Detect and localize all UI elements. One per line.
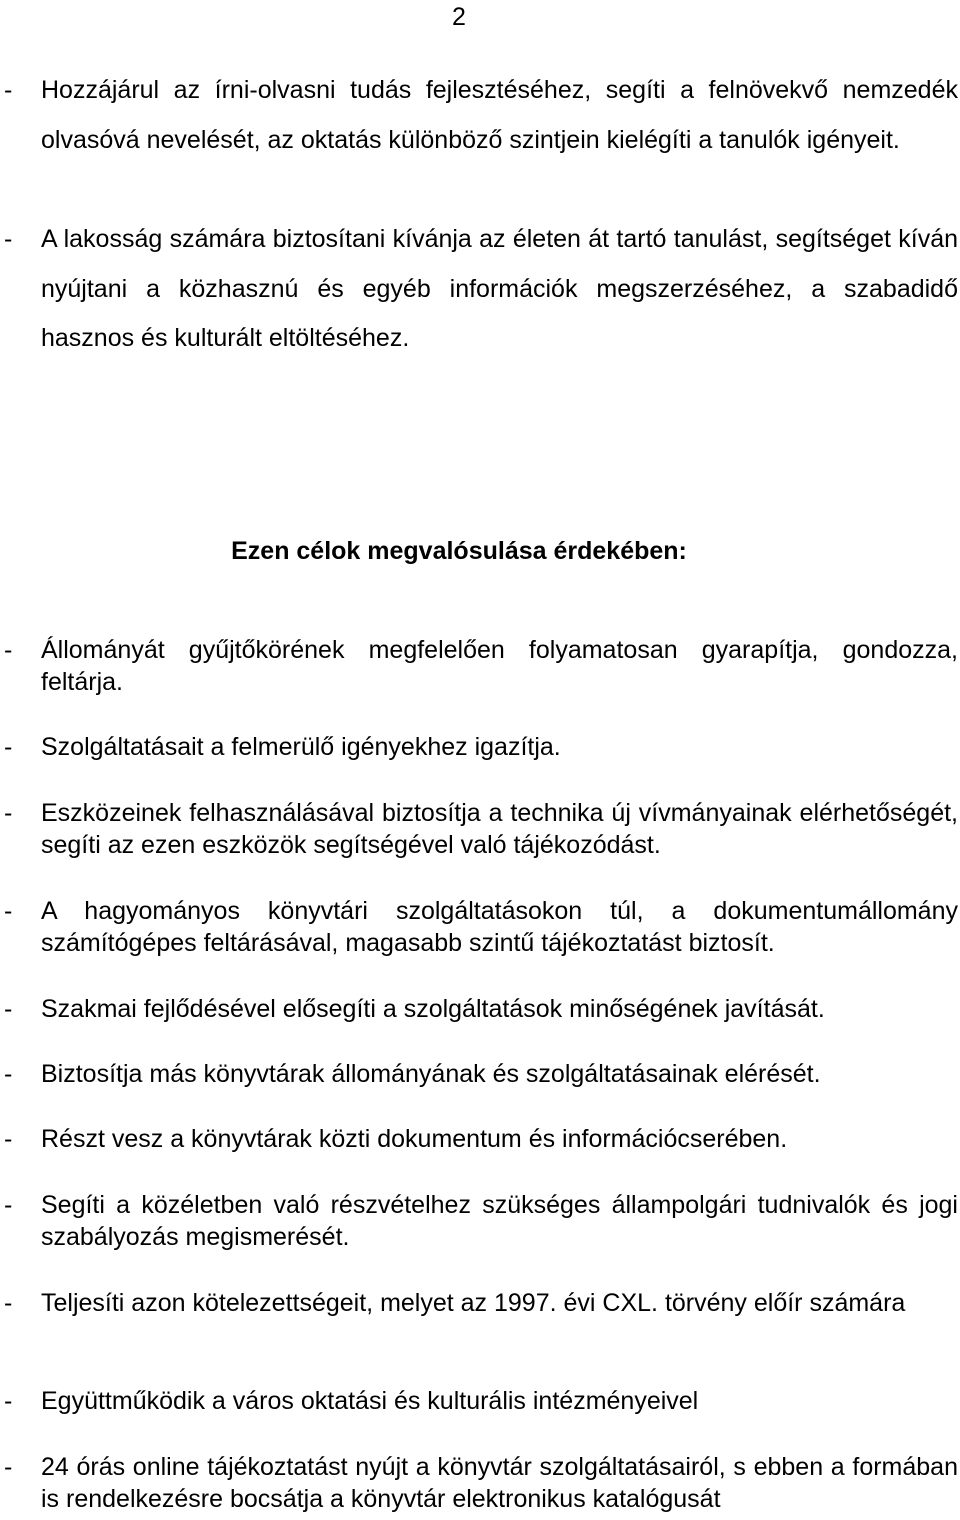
list-item	[0, 634, 958, 698]
bullet-dash: -	[4, 897, 13, 925]
bullet-dash: -	[4, 733, 13, 761]
list-item	[0, 1451, 958, 1515]
bullet-dash: -	[4, 995, 13, 1023]
list-item	[0, 1385, 958, 1417]
section-heading: Ezen célok megvalósulása érdekében:	[231, 537, 687, 565]
bullet-dash: -	[4, 1060, 13, 1088]
list-item	[0, 797, 958, 861]
bullet-dash: -	[4, 799, 13, 827]
list-item	[0, 895, 958, 959]
list-item-text: Biztosítja más könyvtárak állományának és szolgáltatásainak elérését.	[41, 1060, 821, 1088]
list-item-text: A hagyományos könyvtári szolgáltatásokon túl, a dokumentumállomány számítógépes feltárásával, magasabb szintű tájékoztatást biztosít.	[41, 897, 958, 957]
list-item	[0, 993, 958, 1025]
list-item-text: Szolgáltatásait a felmerülő igényekhez igazítja.	[41, 733, 561, 761]
list-item-text: Együttműködik a város oktatási és kulturális intézményeivel	[41, 1387, 699, 1415]
list-item-text: Szakmai fejlődésével elősegíti a szolgáltatások minőségének javítását.	[41, 995, 825, 1023]
bullet-dash: -	[4, 1453, 13, 1481]
list-item-text: Hozzájárul az írni-olvasni tudás fejlesztéséhez, segíti a felnövekvő nemzedék olvasóvá nevelését, az oktatás különböző szintjein kielégíti a tanulók igényeit.	[41, 76, 958, 154]
bullet-dash: -	[4, 76, 13, 104]
page-number: 2	[452, 3, 466, 31]
list-item	[0, 1189, 958, 1253]
list-item	[0, 1287, 958, 1319]
list-item	[0, 215, 958, 364]
list-item-text: Segíti a közéletben való részvételhez szükséges állampolgári tudnivalók és jogi szabályozás megismerését.	[41, 1191, 958, 1251]
list-item-text: Teljesíti azon kötelezettségeit, melyet az 1997. évi CXL. törvény előír számára	[41, 1289, 906, 1317]
bullet-dash: -	[4, 1387, 13, 1415]
list-item	[0, 1123, 958, 1155]
list-item-text: 24 órás online tájékoztatást nyújt a könyvtár szolgáltatásairól, s ebben a formában is rendelkezésre bocsátja a könyvtár elektronikus katalógusát	[41, 1453, 958, 1513]
bullet-dash: -	[4, 636, 13, 664]
list-item-text: A lakosság számára biztosítani kívánja az életen át tartó tanulást, segítséget kíván nyújtani a közhasznú és egyéb információk megszerzéséhez, a szabadidő hasznos és kulturált eltöltéséhez.	[41, 225, 958, 352]
bullet-dash: -	[4, 1289, 13, 1317]
list-item	[0, 1058, 958, 1090]
list-item-text: Részt vesz a könyvtárak közti dokumentum és információcserében.	[41, 1125, 788, 1153]
list-item-text: Állományát gyűjtőkörének megfelelően folyamatosan gyarapítja, gondozza, feltárja.	[41, 636, 958, 696]
bullet-dash: -	[4, 225, 13, 253]
list-item	[0, 66, 958, 165]
bullet-dash: -	[4, 1191, 13, 1219]
list-item-text: Eszközeinek felhasználásával biztosítja a technika új vívmányainak elérhetőségét, segíti az ezen eszközök segítségével való tájékozódást.	[41, 799, 958, 859]
bullet-dash: -	[4, 1125, 13, 1153]
list-item	[0, 731, 958, 763]
